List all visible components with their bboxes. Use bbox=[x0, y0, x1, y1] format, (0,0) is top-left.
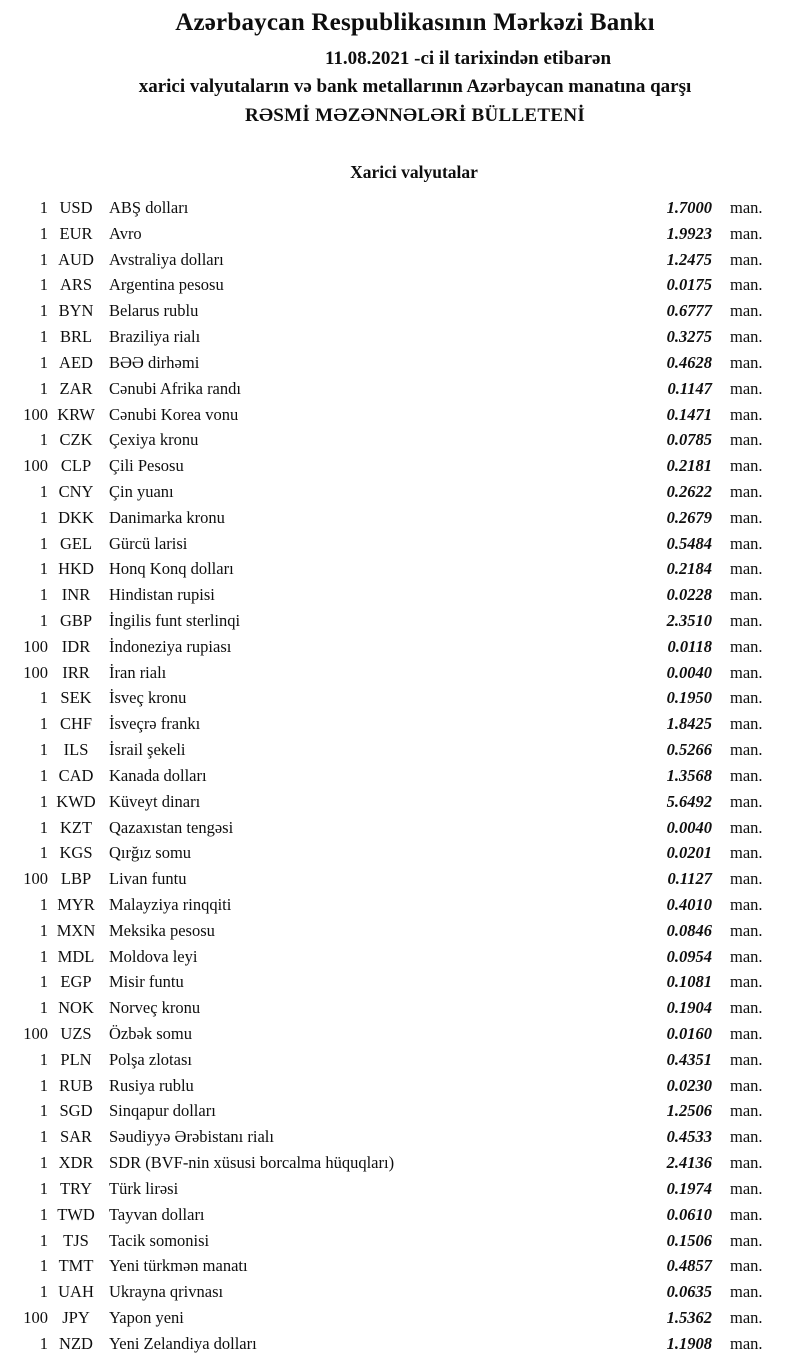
table-row bbox=[0, 1279, 800, 1305]
currency-code-cell: USD bbox=[59, 198, 93, 217]
rate-value-cell: 0.0040 bbox=[666, 817, 712, 837]
rate-value-cell: 0.0118 bbox=[667, 636, 712, 656]
unit-cell: man. bbox=[730, 1178, 763, 1198]
currency-code-cell: INR bbox=[61, 585, 91, 605]
currency-code-cell: TJS bbox=[63, 1230, 89, 1250]
unit-cell: man. bbox=[730, 791, 763, 811]
rate-value-cell: 0.0160 bbox=[666, 1024, 712, 1043]
quantity-cell: 1 bbox=[39, 1101, 48, 1121]
rate-value-cell: 0.0954 bbox=[666, 946, 712, 966]
rates-table bbox=[0, 195, 800, 1357]
table-row bbox=[0, 660, 800, 686]
currency-name-cell: Səudiyyə Ərəbistanı rialı bbox=[109, 1127, 274, 1147]
currency-name-cell: Sinqapur dolları bbox=[109, 1101, 216, 1121]
currency-code-cell: NZD bbox=[59, 1333, 93, 1353]
rate-value-cell: 0.1147 bbox=[667, 378, 712, 398]
unit-cell: man. bbox=[730, 1075, 763, 1095]
currency-name-cell: İngilis funt sterlinqi bbox=[109, 611, 241, 630]
currency-name-cell: Ukrayna qrivnası bbox=[109, 1282, 224, 1302]
currency-name-cell: Belarus rublu bbox=[109, 301, 199, 321]
quantity-cell: 1 bbox=[39, 1282, 48, 1302]
rate-value-cell: 1.7000 bbox=[666, 198, 712, 217]
currency-code-cell: EGP bbox=[60, 972, 92, 992]
currency-name-cell: Yeni türkmən manatı bbox=[109, 1256, 248, 1276]
unit-cell: man. bbox=[730, 1127, 763, 1147]
currency-code-cell: KGS bbox=[59, 843, 93, 863]
quantity-cell: 1 bbox=[39, 198, 48, 217]
currency-code-cell: AED bbox=[59, 352, 93, 372]
table-row bbox=[0, 298, 800, 324]
table-row bbox=[0, 711, 800, 737]
table-row bbox=[0, 685, 800, 711]
rate-value-cell: 0.0201 bbox=[666, 843, 712, 863]
table-row bbox=[0, 737, 800, 763]
rate-value-cell: 0.1904 bbox=[666, 998, 712, 1018]
rate-value-cell: 1.8425 bbox=[666, 714, 712, 734]
currency-code-cell: UZS bbox=[60, 1024, 92, 1043]
unit-cell: man. bbox=[730, 611, 763, 630]
table-row bbox=[0, 969, 800, 995]
table-row bbox=[0, 556, 800, 582]
rate-value-cell: 0.0785 bbox=[666, 430, 712, 450]
table-row bbox=[0, 608, 800, 634]
table-row bbox=[0, 402, 800, 428]
currency-code-cell: ILS bbox=[63, 740, 89, 760]
table-row bbox=[0, 1124, 800, 1150]
currency-code-cell: UAH bbox=[58, 1282, 94, 1302]
quantity-cell: 1 bbox=[39, 507, 48, 527]
currency-code-cell: ZAR bbox=[59, 378, 93, 398]
rate-value-cell: 0.3275 bbox=[666, 327, 712, 347]
table-row bbox=[0, 582, 800, 608]
currency-name-cell: Rusiya rublu bbox=[109, 1075, 194, 1095]
currency-name-cell: Polşa zlotası bbox=[109, 1049, 192, 1069]
currency-code-cell: PLN bbox=[60, 1049, 92, 1069]
quantity-cell: 1 bbox=[39, 894, 48, 914]
unit-cell: man. bbox=[730, 507, 763, 527]
rate-value-cell: 0.1471 bbox=[666, 404, 712, 424]
quantity-cell: 1 bbox=[39, 946, 48, 966]
currency-code-cell: GBP bbox=[59, 611, 93, 630]
currency-code-cell: CZK bbox=[59, 430, 93, 450]
table-row bbox=[0, 479, 800, 505]
currency-name-cell: Danimarka kronu bbox=[109, 507, 225, 527]
quantity-cell: 1 bbox=[39, 559, 48, 579]
table-row bbox=[0, 324, 800, 350]
currency-code-cell: MXN bbox=[56, 920, 96, 940]
table-row bbox=[0, 892, 800, 918]
currency-name-cell: Qırğız somu bbox=[109, 843, 192, 863]
quantity-cell: 100 bbox=[23, 404, 48, 424]
table-row bbox=[0, 1253, 800, 1279]
quantity-cell: 1 bbox=[39, 1256, 48, 1276]
table-row bbox=[0, 1176, 800, 1202]
unit-cell: man. bbox=[730, 275, 763, 295]
unit-cell: man. bbox=[730, 662, 763, 682]
rate-value-cell: 0.1127 bbox=[667, 869, 712, 889]
unit-cell: man. bbox=[730, 1024, 763, 1043]
quantity-cell: 1 bbox=[39, 765, 48, 785]
table-row bbox=[0, 272, 800, 298]
table-row bbox=[0, 1331, 800, 1357]
currency-code-cell: SGD bbox=[59, 1101, 93, 1121]
bulletin-page bbox=[0, 8, 800, 1367]
currency-name-cell: Moldova leyi bbox=[109, 946, 198, 966]
rate-value-cell: 2.4136 bbox=[666, 1153, 712, 1173]
table-row bbox=[0, 995, 800, 1021]
unit-cell: man. bbox=[730, 1282, 763, 1302]
rate-value-cell: 0.6777 bbox=[666, 301, 712, 321]
table-row bbox=[0, 1021, 800, 1047]
bulletin-header bbox=[0, 8, 800, 127]
currency-code-cell: SEK bbox=[60, 688, 92, 708]
quantity-cell: 1 bbox=[39, 611, 48, 630]
table-row bbox=[0, 453, 800, 479]
unit-cell: man. bbox=[730, 198, 763, 217]
unit-cell: man. bbox=[730, 972, 763, 992]
unit-cell: man. bbox=[730, 223, 763, 243]
rate-value-cell: 0.0230 bbox=[666, 1075, 712, 1095]
unit-cell: man. bbox=[730, 1101, 763, 1121]
unit-cell: man. bbox=[730, 301, 763, 321]
unit-cell: man. bbox=[730, 869, 763, 889]
rate-value-cell: 0.2679 bbox=[666, 507, 712, 527]
unit-cell: man. bbox=[730, 740, 763, 760]
quantity-cell: 1 bbox=[39, 1127, 48, 1147]
quantity-cell: 1 bbox=[39, 223, 48, 243]
table-row bbox=[0, 1202, 800, 1228]
table-row bbox=[0, 944, 800, 970]
rate-value-cell: 2.3510 bbox=[666, 611, 712, 630]
table-row bbox=[0, 350, 800, 376]
rate-value-cell: 1.3568 bbox=[666, 765, 712, 785]
quantity-cell: 1 bbox=[39, 352, 48, 372]
currency-code-cell: AUD bbox=[58, 249, 94, 269]
currency-code-cell: TMT bbox=[58, 1256, 94, 1276]
currency-name-cell: Küveyt dinarı bbox=[109, 791, 201, 811]
currency-code-cell: TRY bbox=[59, 1178, 93, 1198]
unit-cell: man. bbox=[730, 1049, 763, 1069]
table-row bbox=[0, 427, 800, 453]
currency-name-cell: Qazaxıstan tengəsi bbox=[109, 817, 234, 837]
currency-name-cell: Avro bbox=[109, 223, 142, 243]
currency-code-cell: CHF bbox=[59, 714, 93, 734]
currency-name-cell: İndoneziya rupiası bbox=[109, 636, 232, 656]
quantity-cell: 100 bbox=[23, 636, 48, 656]
table-row bbox=[0, 763, 800, 789]
currency-name-cell: Tayvan dolları bbox=[109, 1204, 205, 1224]
quantity-cell: 1 bbox=[39, 920, 48, 940]
quantity-cell: 1 bbox=[39, 1333, 48, 1353]
rate-value-cell: 0.4533 bbox=[666, 1127, 712, 1147]
table-row bbox=[0, 918, 800, 944]
currency-code-cell: HKD bbox=[58, 559, 94, 579]
rate-value-cell: 0.2184 bbox=[666, 559, 712, 579]
unit-cell: man. bbox=[730, 430, 763, 450]
unit-cell: man. bbox=[730, 1307, 763, 1327]
quantity-cell: 1 bbox=[39, 249, 48, 269]
currency-code-cell: SAR bbox=[59, 1127, 93, 1147]
rate-value-cell: 1.2506 bbox=[666, 1101, 712, 1121]
rate-value-cell: 0.4857 bbox=[666, 1256, 712, 1276]
quantity-cell: 1 bbox=[39, 740, 48, 760]
quantity-cell: 100 bbox=[23, 456, 48, 476]
quantity-cell: 100 bbox=[23, 869, 48, 889]
currency-code-cell: DKK bbox=[58, 507, 94, 527]
table-row bbox=[0, 866, 800, 892]
table-row bbox=[0, 1073, 800, 1099]
currency-code-cell: BYN bbox=[58, 301, 94, 321]
unit-cell: man. bbox=[730, 998, 763, 1018]
table-row bbox=[0, 840, 800, 866]
unit-cell: man. bbox=[730, 817, 763, 837]
quantity-cell: 1 bbox=[39, 1204, 48, 1224]
unit-cell: man. bbox=[730, 378, 763, 398]
quantity-cell: 1 bbox=[39, 714, 48, 734]
rate-value-cell: 0.4351 bbox=[666, 1049, 712, 1069]
unit-cell: man. bbox=[730, 688, 763, 708]
quantity-cell: 1 bbox=[39, 378, 48, 398]
quantity-cell: 100 bbox=[23, 1307, 48, 1327]
currency-code-cell: CNY bbox=[58, 481, 94, 501]
rate-value-cell: 0.0228 bbox=[666, 585, 712, 605]
currency-name-cell: Tacik somonisi bbox=[109, 1230, 210, 1250]
unit-cell: man. bbox=[730, 456, 763, 476]
rate-value-cell: 0.4010 bbox=[666, 894, 712, 914]
unit-cell: man. bbox=[730, 327, 763, 347]
quantity-cell: 1 bbox=[39, 1230, 48, 1250]
rate-value-cell: 0.1950 bbox=[666, 688, 712, 708]
currency-code-cell: TWD bbox=[57, 1204, 95, 1224]
rate-value-cell: 0.4628 bbox=[666, 352, 712, 372]
currency-code-cell: CAD bbox=[58, 765, 94, 785]
bank-name: Azərbaycan Respublikasının Mərkəzi Bankı bbox=[175, 9, 655, 36]
quantity-cell: 1 bbox=[39, 1075, 48, 1095]
rate-value-cell: 0.5266 bbox=[666, 740, 712, 760]
currency-code-cell: XDR bbox=[58, 1153, 94, 1173]
bulletin-title: RƏSMİ MƏZƏNNƏLƏRİ BÜLLETENİ bbox=[244, 105, 586, 126]
rate-value-cell: 0.1506 bbox=[666, 1230, 712, 1250]
quantity-cell: 1 bbox=[39, 585, 48, 605]
rate-value-cell: 0.0635 bbox=[666, 1282, 712, 1302]
currency-name-cell: Cənubi Korea vonu bbox=[109, 404, 239, 424]
quantity-cell: 1 bbox=[39, 817, 48, 837]
currency-name-cell: Yapon yeni bbox=[109, 1307, 184, 1327]
table-row bbox=[0, 1305, 800, 1331]
currency-name-cell: Braziliya rialı bbox=[109, 327, 201, 347]
quantity-cell: 1 bbox=[39, 998, 48, 1018]
currency-name-cell: Yeni Zelandiya dolları bbox=[109, 1333, 257, 1353]
table-row bbox=[0, 505, 800, 531]
rate-value-cell: 0.5484 bbox=[666, 533, 712, 553]
quantity-cell: 1 bbox=[39, 533, 48, 553]
currency-code-cell: ARS bbox=[59, 275, 93, 295]
currency-code-cell: IDR bbox=[61, 636, 91, 656]
section-title: Xarici valyutalar bbox=[350, 162, 478, 182]
rate-value-cell: 0.2181 bbox=[666, 456, 712, 476]
unit-cell: man. bbox=[730, 1204, 763, 1224]
table-row bbox=[0, 531, 800, 557]
unit-cell: man. bbox=[730, 559, 763, 579]
quantity-cell: 1 bbox=[39, 972, 48, 992]
quantity-cell: 1 bbox=[39, 1178, 48, 1198]
quantity-cell: 100 bbox=[23, 1024, 48, 1043]
quantity-cell: 1 bbox=[39, 843, 48, 863]
currency-name-cell: Meksika pesosu bbox=[109, 920, 215, 940]
table-row bbox=[0, 634, 800, 660]
currency-name-cell: İsrail şekeli bbox=[109, 740, 186, 760]
unit-cell: man. bbox=[730, 404, 763, 424]
currency-name-cell: Norveç kronu bbox=[109, 998, 201, 1018]
currency-name-cell: Cənubi Afrika randı bbox=[109, 378, 241, 398]
table-row bbox=[0, 376, 800, 402]
currency-name-cell: Kanada dolları bbox=[109, 765, 207, 785]
table-row bbox=[0, 1047, 800, 1073]
currency-code-cell: RUB bbox=[59, 1075, 93, 1095]
unit-cell: man. bbox=[730, 843, 763, 863]
unit-cell: man. bbox=[730, 1256, 763, 1276]
currency-name-cell: SDR (BVF-nin xüsusi borcalma hüquqları) bbox=[109, 1153, 395, 1173]
rate-value-cell: 1.5362 bbox=[666, 1307, 712, 1327]
quantity-cell: 1 bbox=[39, 301, 48, 321]
unit-cell: man. bbox=[730, 920, 763, 940]
currency-code-cell: NOK bbox=[58, 998, 94, 1018]
rate-value-cell: 0.2622 bbox=[666, 481, 712, 501]
table-row bbox=[0, 1228, 800, 1254]
table-row bbox=[0, 815, 800, 841]
table-row bbox=[0, 1098, 800, 1124]
currency-name-cell: Çexiya kronu bbox=[109, 430, 199, 450]
rate-value-cell: 0.0175 bbox=[666, 275, 712, 295]
rate-value-cell: 0.1974 bbox=[666, 1178, 712, 1198]
effective-date-line: 11.08.2021 -ci il tarixindən etibarən bbox=[324, 48, 612, 69]
currency-code-cell: IRR bbox=[62, 662, 90, 682]
currency-name-cell: Özbək somu bbox=[109, 1024, 192, 1043]
table-row bbox=[0, 1150, 800, 1176]
currency-code-cell: KRW bbox=[57, 404, 95, 424]
quantity-cell: 1 bbox=[39, 1049, 48, 1069]
currency-name-cell: Çili Pesosu bbox=[109, 456, 184, 476]
quantity-cell: 1 bbox=[39, 430, 48, 450]
quantity-cell: 1 bbox=[39, 275, 48, 295]
unit-cell: man. bbox=[730, 249, 763, 269]
rate-value-cell: 0.0040 bbox=[666, 662, 712, 682]
rate-value-cell: 0.0846 bbox=[666, 920, 712, 940]
rate-value-cell: 1.1908 bbox=[666, 1333, 712, 1353]
quantity-cell: 1 bbox=[39, 1153, 48, 1173]
unit-cell: man. bbox=[730, 481, 763, 501]
quantity-cell: 1 bbox=[39, 688, 48, 708]
subject-line: xarici valyutaların və bank metallarının Azərbaycan manatına qarşı bbox=[138, 76, 692, 97]
currency-name-cell: Livan funtu bbox=[109, 869, 187, 889]
unit-cell: man. bbox=[730, 1153, 763, 1173]
unit-cell: man. bbox=[730, 585, 763, 605]
currency-code-cell: MYR bbox=[57, 894, 95, 914]
quantity-cell: 1 bbox=[39, 481, 48, 501]
currency-name-cell: Malayziya rinqqiti bbox=[109, 894, 232, 914]
currency-name-cell: Gürcü larisi bbox=[109, 533, 188, 553]
table-row bbox=[0, 789, 800, 815]
currency-name-cell: Honq Konq dolları bbox=[109, 559, 234, 579]
currency-code-cell: MDL bbox=[57, 946, 95, 966]
unit-cell: man. bbox=[730, 1333, 763, 1353]
currency-code-cell: GEL bbox=[59, 533, 93, 553]
quantity-cell: 100 bbox=[23, 662, 48, 682]
currency-code-cell: CLP bbox=[60, 456, 92, 476]
table-row bbox=[0, 195, 800, 221]
rate-value-cell: 1.2475 bbox=[666, 249, 712, 269]
rate-value-cell: 0.1081 bbox=[666, 972, 712, 992]
unit-cell: man. bbox=[730, 714, 763, 734]
currency-name-cell: Misir funtu bbox=[109, 972, 184, 992]
rate-value-cell: 1.9923 bbox=[666, 223, 712, 243]
currency-name-cell: Argentina pesosu bbox=[109, 275, 224, 295]
unit-cell: man. bbox=[730, 894, 763, 914]
currency-code-cell: BRL bbox=[59, 327, 93, 347]
currency-name-cell: İran rialı bbox=[109, 662, 167, 682]
currency-name-cell: İsveçrə frankı bbox=[109, 714, 201, 734]
currency-name-cell: BƏƏ dirhəmi bbox=[109, 352, 200, 372]
quantity-cell: 1 bbox=[39, 327, 48, 347]
unit-cell: man. bbox=[730, 946, 763, 966]
currency-name-cell: Çin yuanı bbox=[109, 481, 174, 501]
rate-value-cell: 0.0610 bbox=[666, 1204, 712, 1224]
unit-cell: man. bbox=[730, 533, 763, 553]
currency-name-cell: Hindistan rupisi bbox=[109, 585, 215, 605]
unit-cell: man. bbox=[730, 1230, 763, 1250]
currency-name-cell: İsveç kronu bbox=[109, 688, 187, 708]
currency-name-cell: ABŞ dolları bbox=[109, 198, 189, 217]
unit-cell: man. bbox=[730, 765, 763, 785]
currency-code-cell: JPY bbox=[62, 1307, 90, 1327]
currency-name-cell: Avstraliya dolları bbox=[109, 249, 224, 269]
currency-code-cell: KWD bbox=[56, 791, 96, 811]
currency-name-cell: Türk lirəsi bbox=[109, 1178, 179, 1198]
rate-value-cell: 5.6492 bbox=[666, 791, 712, 811]
unit-cell: man. bbox=[730, 352, 763, 372]
table-row bbox=[0, 221, 800, 247]
currency-code-cell: EUR bbox=[59, 223, 93, 243]
quantity-cell: 1 bbox=[39, 791, 48, 811]
table-row bbox=[0, 247, 800, 273]
currency-code-cell: KZT bbox=[59, 817, 93, 837]
currency-code-cell: LBP bbox=[60, 869, 92, 889]
unit-cell: man. bbox=[730, 636, 763, 656]
